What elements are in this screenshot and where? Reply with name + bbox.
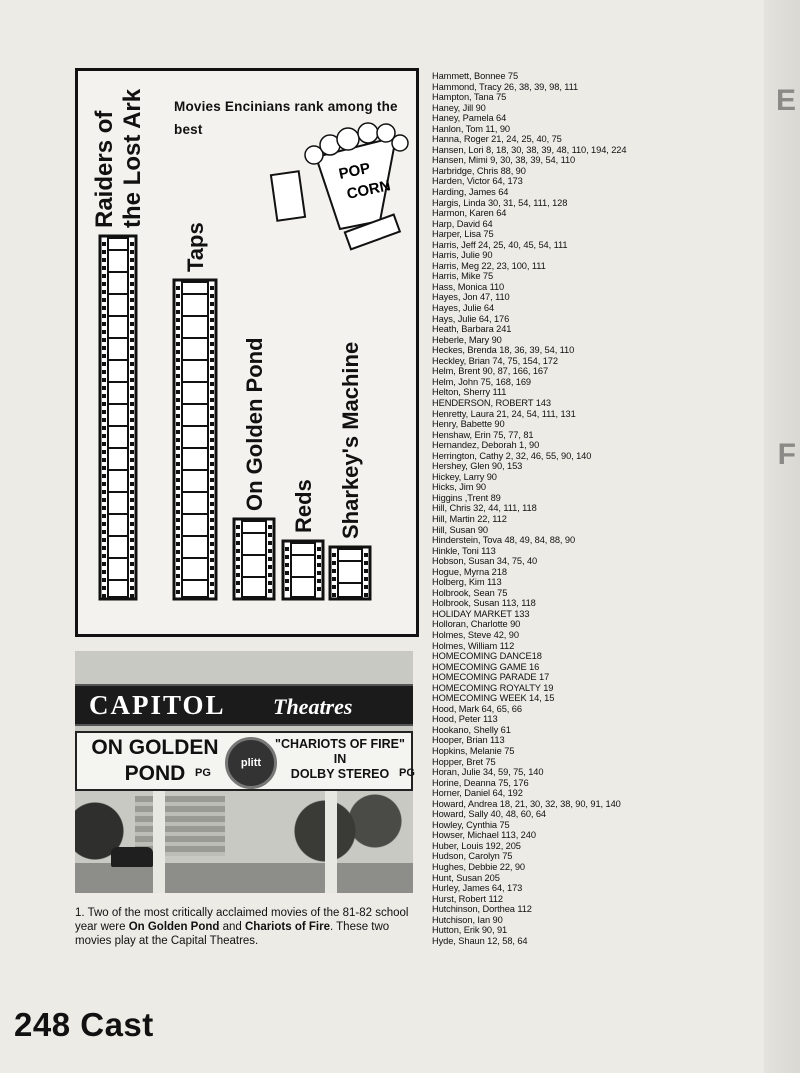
index-entry: Harbridge, Chris 88, 90 [432, 165, 526, 176]
index-entry: Henshaw, Erin 75, 77, 81 [432, 429, 534, 440]
film-label-rank-4 [291, 479, 316, 533]
index-entry: Hershey, Glen 90, 153 [432, 461, 523, 472]
film-label-line: Raiders of [91, 110, 118, 228]
index-entry: Heberle, Mary 90 [432, 334, 502, 345]
popcorn-word-2: CORN [345, 177, 393, 203]
section-name: Cast [80, 1006, 154, 1043]
index-entry: Henry, Babette 90 [432, 419, 505, 430]
index-entry: Horan, Julie 34, 59, 75, 140 [432, 767, 544, 778]
index-entry: Hookano, Shelly 61 [432, 724, 511, 735]
index-entry: Hobson, Susan 34, 75, 40 [432, 556, 538, 567]
edge-letter-e: E [775, 84, 796, 117]
index-entry: Holbrook, Susan 113, 118 [432, 598, 536, 609]
index-entry: Harden, Victor 64, 173 [432, 176, 523, 187]
index-entry: Holmes, William 112 [432, 640, 515, 651]
film-strip-chart [78, 71, 416, 634]
movie-ranking-graphic [75, 68, 419, 637]
caption-movie-1: On Golden Pond [128, 921, 220, 933]
index-entry: Hicks, Jim 90 [432, 482, 486, 493]
index-entry: Howard, Sally 40, 48, 60, 64 [432, 809, 546, 820]
marquee-right-line1: "CHARIOTS OF FIRE" [275, 737, 405, 751]
film-label-rank-2 [183, 222, 208, 272]
index-entry: Hutchinson, Dorthea 112 [432, 904, 532, 915]
index-entry: Hampton, Tana 75 [432, 92, 507, 103]
index-entry: Hays, Julie 64, 176 [432, 313, 510, 324]
film-strip-rank-2 [174, 280, 216, 599]
index-entry: Henretty, Laura 21, 24, 54, 111, 131 [432, 408, 576, 419]
index-entry: Hill, Martin 22, 112 [432, 513, 507, 524]
film-strip-rank-4 [283, 541, 323, 599]
index-entry: HOLIDAY MARKET 133 [432, 608, 530, 619]
film-label-line: the Lost Ark [119, 88, 146, 228]
index-entry: HOMECOMING GAME 16 [432, 661, 540, 672]
index-entry: HOMECOMING DANCE18 [432, 651, 542, 662]
index-entry: Helm, Brent 90, 87, 166, 167 [432, 366, 549, 377]
index-entry: Hansen, Lori 8, 18, 30, 38, 39, 48, 110, 194, 224 [432, 144, 627, 155]
index-entry: Hill, Chris 32, 44, 111, 118 [432, 503, 537, 514]
index-entry: Harris, Meg 22, 23, 100, 111 [432, 260, 546, 271]
index-entry: Harris, Mike 75 [432, 271, 494, 282]
rating-right: PG [399, 767, 415, 779]
index-entry: Hogue, Myrna 218 [432, 566, 507, 577]
index-entry: Hammett, Bonnee 75 [432, 71, 519, 81]
index-entry: Hayes, Jon 47, 110 [432, 292, 510, 303]
page-footer [14, 1006, 154, 1044]
sign-post-left [153, 791, 165, 893]
index-entry: Huber, Louis 192, 205 [432, 840, 521, 851]
index-entry: Hernandez, Deborah 1, 90 [432, 440, 540, 451]
index-entry: Holmes, Steve 42, 90 [432, 629, 519, 640]
index-entry: Harper, Lisa 75 [432, 229, 494, 240]
index-entry: Higgins ,Trent 89 [432, 492, 501, 503]
index-entry: Harmon, Karen 64 [432, 208, 507, 219]
marquee-right-text [275, 737, 405, 782]
marquee-left-line2: POND [124, 762, 186, 785]
film-label-rank-5 [338, 342, 363, 539]
index-entry: Horner, Daniel 64, 192 [432, 788, 523, 799]
caption-movie-2: Chariots of Fire [244, 921, 330, 933]
index-entry: Hood, Peter 113 [432, 714, 498, 725]
index-entry: Helm, John 75, 168, 169 [432, 376, 531, 387]
index-entry: Hill, Susan 90 [432, 524, 488, 535]
index-entry: Hargis, Linda 30, 31, 54, 111, 128 [432, 197, 568, 208]
index-entry: Hammond, Tracy 26, 38, 39, 98, 111 [432, 81, 579, 92]
marquee-right-line3: DOLBY STEREO [290, 767, 390, 781]
index-entry: Holbrook, Sean 75 [432, 587, 508, 598]
index-entry: Horine, Deanna 75, 176 [432, 777, 529, 788]
index-entry: HENDERSON, ROBERT 143 [432, 397, 551, 408]
index-entry: Hurst, Robert 112 [432, 893, 503, 904]
index-entry: Hanlon, Tom 11, 90 [432, 123, 510, 134]
index-entry: Howley, Cynthia 75 [432, 819, 510, 830]
index-entry: Hanna, Roger 21, 24, 25, 40, 75 [432, 134, 562, 145]
film-label-line: Reds [291, 479, 316, 533]
film-label-line: Sharkey's Machine [338, 341, 363, 539]
marquee-right-line2: IN [333, 752, 347, 766]
index-entry: Heath, Barbara 241 [432, 324, 512, 335]
film-label-rank-3 [242, 337, 267, 511]
caption-middle: and [219, 921, 245, 933]
index-entry: Hughes, Debbie 22, 90 [432, 862, 526, 873]
index-entry: Herrington, Cathy 2, 32, 46, 55, 90, 140 [432, 450, 592, 461]
capitol-theatres-photo [75, 651, 413, 893]
sign-name: CAPITOL [89, 690, 226, 720]
film-label-line: On Golden Pond [242, 337, 267, 511]
index-entry: Haney, Jill 90 [432, 102, 486, 113]
index-entry: Hyde, Shaun 12, 58, 64 [432, 935, 528, 946]
index-entry: Hutchison, Ian 90 [432, 914, 503, 925]
index-entry: Helton, Sherry 111 [432, 387, 507, 398]
popcorn-icon [271, 123, 408, 249]
popcorn-word-1: POP [337, 159, 372, 183]
film-strip-rank-5 [330, 547, 370, 599]
index-entry: Hurley, James 64, 173 [432, 883, 523, 894]
index-entry: Hunt, Susan 205 [432, 872, 500, 883]
index-entry: Harris, Jeff 24, 25, 40, 45, 54, 111 [432, 239, 568, 250]
index-entry: Hass, Monica 110 [432, 281, 505, 292]
index-entry: Holberg, Kim 113 [432, 577, 502, 588]
chart-title: Movies Encinians rank among the best [174, 99, 398, 137]
index-entry: Harding, James 64 [432, 187, 509, 198]
index-entry: Heckley, Brian 74, 75, 154, 172 [432, 355, 558, 366]
film-label-rank-1 [91, 88, 146, 228]
index-entry: Haney, Pamela 64 [432, 113, 507, 124]
index-entry: HOMECOMING PARADE 17 [432, 672, 550, 683]
index-entry: Holloran, Charlotte 90 [432, 619, 521, 630]
edge-letter-f: F [777, 438, 796, 471]
index-entry: Hayes, Julie 64 [432, 303, 495, 314]
index-entry: Hudson, Carolyn 75 [432, 851, 513, 862]
index-entry: Hopkins, Melanie 75 [432, 746, 515, 756]
index-entry: HOMECOMING WEEK 14, 15 [432, 693, 555, 704]
film-strip-rank-3 [234, 519, 274, 599]
caption-prefix: 1. Two of the most critically acclaimed movies of the 81-82 school year were [75, 907, 409, 933]
index-entry: Harp, David 64 [432, 218, 493, 229]
index-entry: Heckes, Brenda 18, 36, 39, 54, 110 [432, 345, 575, 356]
caption-suffix: . These two movies play at the Capital Theatres. [75, 921, 390, 947]
marquee-left-line1: ON GOLDEN [91, 736, 219, 759]
page-number: 248 [14, 1006, 71, 1043]
sign-script: Theatres [273, 694, 353, 719]
rating-left: PG [195, 767, 211, 779]
index-entry: Harris, Julie 90 [432, 250, 493, 261]
index-entry: Hickey, Larry 90 [432, 471, 497, 482]
index-entry: Hooper, Brian 113 [432, 735, 505, 746]
facing-page-edge [764, 0, 800, 1073]
index-entry: Hopper, Bret 75 [432, 756, 496, 767]
name-index [432, 71, 692, 946]
index-entry: Hansen, Mimi 9, 30, 38, 39, 54, 110 [432, 155, 576, 166]
index-entry: Hutton, Erik 90, 91 [432, 925, 508, 936]
theatre-sign [75, 684, 413, 726]
index-entry: HOMECOMING ROYALTY 19 [432, 682, 554, 693]
index-entry: Hinkle, Toni 113 [432, 545, 496, 556]
index-entry: Hinderstein, Tova 48, 49, 84, 88, 90 [432, 535, 576, 546]
parking-lot [75, 863, 413, 893]
parked-car [111, 847, 153, 867]
photo-caption [75, 906, 415, 948]
marquee [75, 731, 413, 791]
index-entry: Hood, Mark 64, 65, 66 [432, 703, 522, 714]
index-entry: Howser, Michael 113, 240 [432, 830, 536, 841]
plitt-logo: plitt [225, 737, 277, 789]
film-label-line: Taps [183, 222, 208, 272]
index-entry: Howard, Andrea 18, 21, 30, 32, 38, 90, 91, 140 [432, 798, 621, 809]
sign-post-right [325, 791, 337, 893]
marquee-left-text [85, 735, 225, 787]
film-strip-rank-1 [100, 236, 136, 599]
